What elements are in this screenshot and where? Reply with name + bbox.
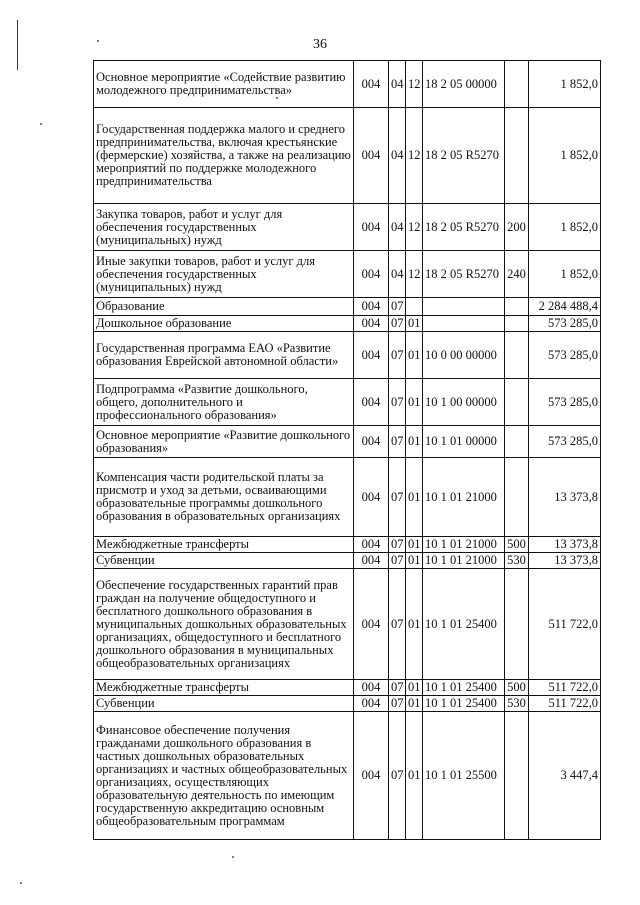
- row-target-article: 10 1 01 25400: [423, 569, 505, 680]
- row-ministry-code: 004: [354, 61, 389, 108]
- row-amount: 511 722,0: [529, 569, 601, 680]
- row-subsection: 01: [406, 332, 423, 379]
- row-name: Подпрограмма «Развитие дошкольного, общего, дополнительного и профессионального образования»: [94, 379, 354, 426]
- row-subsection: [406, 298, 423, 316]
- row-subsection: 12: [406, 251, 423, 298]
- row-target-article: 10 1 01 25500: [423, 712, 505, 840]
- row-name: Основное мероприятие «Развитие дошкольного образования»: [94, 426, 354, 458]
- row-target-article: 10 1 01 21000: [423, 537, 505, 553]
- table-row: [94, 251, 601, 298]
- row-expense-type: 530: [505, 696, 529, 712]
- table-row: [94, 680, 601, 696]
- table-row: [94, 426, 601, 458]
- budget-table: [93, 60, 601, 840]
- row-target-article: 10 1 01 25400: [423, 696, 505, 712]
- row-expense-type: [505, 426, 529, 458]
- row-target-article: 10 1 01 21000: [423, 553, 505, 569]
- row-section: 07: [389, 537, 406, 553]
- row-section: 04: [389, 61, 406, 108]
- row-target-article: [423, 316, 505, 332]
- row-section: 07: [389, 332, 406, 379]
- row-subsection: 01: [406, 696, 423, 712]
- table-row: [94, 537, 601, 553]
- row-amount: 573 285,0: [529, 379, 601, 426]
- row-name: Основное мероприятие «Содействие развитию молодежного предпринимательства»: [94, 61, 354, 108]
- row-amount: 13 373,8: [529, 537, 601, 553]
- row-expense-type: [505, 332, 529, 379]
- row-name: Образование: [94, 298, 354, 316]
- page-number: 36: [313, 37, 327, 52]
- row-amount: 1 852,0: [529, 108, 601, 204]
- row-amount: 511 722,0: [529, 680, 601, 696]
- row-section: 07: [389, 426, 406, 458]
- row-amount: 573 285,0: [529, 316, 601, 332]
- row-amount: 2 284 488,4: [529, 298, 601, 316]
- row-name: Субвенции: [94, 696, 354, 712]
- table-row: [94, 379, 601, 426]
- row-name: Субвенции: [94, 553, 354, 569]
- row-name: Финансовое обеспечение получения гражданами дошкольного образования в частных дошкольных образовательных организациях и частных общеобразовательных организациях, осуществляющих образовательную деятельность по имеющим государственную аккредитацию основным общеобразовательным программам: [94, 712, 354, 840]
- row-target-article: 10 1 00 00000: [423, 379, 505, 426]
- table-row: [94, 696, 601, 712]
- scan-speck: [232, 856, 234, 858]
- row-target-article: 18 2 05 R5270: [423, 204, 505, 251]
- table-row: [94, 204, 601, 251]
- row-ministry-code: 004: [354, 537, 389, 553]
- row-subsection: 01: [406, 569, 423, 680]
- row-amount: 573 285,0: [529, 426, 601, 458]
- row-expense-type: 500: [505, 537, 529, 553]
- row-ministry-code: 004: [354, 569, 389, 680]
- row-expense-type: 530: [505, 553, 529, 569]
- table-row: [94, 553, 601, 569]
- row-section: 07: [389, 680, 406, 696]
- row-subsection: 12: [406, 108, 423, 204]
- row-subsection: 12: [406, 204, 423, 251]
- table-row: [94, 108, 601, 204]
- row-expense-type: 240: [505, 251, 529, 298]
- row-target-article: 18 2 05 R5270: [423, 108, 505, 204]
- table-row: [94, 61, 601, 108]
- row-subsection: 01: [406, 458, 423, 537]
- table-row: [94, 458, 601, 537]
- row-name: Государственная программа ЕАО «Развитие образования Еврейской автономной области»: [94, 332, 354, 379]
- row-target-article: 10 0 00 00000: [423, 332, 505, 379]
- row-amount: 1 852,0: [529, 204, 601, 251]
- table-row: [94, 569, 601, 680]
- row-section: 07: [389, 569, 406, 680]
- row-section: 04: [389, 108, 406, 204]
- row-section: 07: [389, 379, 406, 426]
- row-amount: 1 852,0: [529, 61, 601, 108]
- scan-speck: [20, 882, 22, 884]
- row-subsection: 01: [406, 712, 423, 840]
- row-ministry-code: 004: [354, 332, 389, 379]
- row-expense-type: [505, 712, 529, 840]
- row-name: Межбюджетные трансферты: [94, 537, 354, 553]
- row-ministry-code: 004: [354, 204, 389, 251]
- row-ministry-code: 004: [354, 712, 389, 840]
- row-section: 07: [389, 553, 406, 569]
- row-amount: 511 722,0: [529, 696, 601, 712]
- row-expense-type: [505, 298, 529, 316]
- row-section: 07: [389, 712, 406, 840]
- row-section: 07: [389, 298, 406, 316]
- row-target-article: 10 1 01 21000: [423, 458, 505, 537]
- row-ministry-code: 004: [354, 316, 389, 332]
- row-expense-type: [505, 316, 529, 332]
- row-subsection: 01: [406, 426, 423, 458]
- row-amount: 3 447,4: [529, 712, 601, 840]
- row-section: 04: [389, 251, 406, 298]
- row-expense-type: [505, 108, 529, 204]
- row-name: Государственная поддержка малого и среднего предпринимательства, включая крестьянские (фермерские) хозяйства, а также на реализацию мероприятий по поддержке молодежного предпринимательства: [94, 108, 354, 204]
- row-amount: 13 373,8: [529, 553, 601, 569]
- row-section: 04: [389, 204, 406, 251]
- row-ministry-code: 004: [354, 108, 389, 204]
- row-target-article: 18 2 05 R5270: [423, 251, 505, 298]
- row-subsection: 01: [406, 379, 423, 426]
- row-expense-type: 200: [505, 204, 529, 251]
- row-name: Межбюджетные трансферты: [94, 680, 354, 696]
- scan-speck: [40, 123, 42, 125]
- row-amount: 1 852,0: [529, 251, 601, 298]
- row-expense-type: [505, 569, 529, 680]
- row-ministry-code: 004: [354, 458, 389, 537]
- row-ministry-code: 004: [354, 680, 389, 696]
- row-subsection: 01: [406, 553, 423, 569]
- row-target-article: 10 1 01 25400: [423, 680, 505, 696]
- row-subsection: 01: [406, 680, 423, 696]
- row-ministry-code: 004: [354, 379, 389, 426]
- row-name: Иные закупки товаров, работ и услуг для обеспечения государственных (муниципальных) нужд: [94, 251, 354, 298]
- row-subsection: 12: [406, 61, 423, 108]
- row-amount: 573 285,0: [529, 332, 601, 379]
- row-section: 07: [389, 316, 406, 332]
- row-name: Компенсация части родительской платы за присмотр и уход за детьми, осваивающими образовательные программы дошкольного образования в образовательных организациях: [94, 458, 354, 537]
- row-name: Обеспечение государственных гарантий прав граждан на получение общедоступного и бесплатного дошкольного образования в муниципальных дошкольных образовательных организациях, общедоступного и бесплатного дошкольного образования в муниципальных общеобразовательных организациях: [94, 569, 354, 680]
- row-subsection: 01: [406, 316, 423, 332]
- row-target-article: [423, 298, 505, 316]
- row-section: 07: [389, 696, 406, 712]
- row-ministry-code: 004: [354, 426, 389, 458]
- row-name: Закупка товаров, работ и услуг для обеспечения государственных (муниципальных) нужд: [94, 204, 354, 251]
- table-row: [94, 332, 601, 379]
- row-amount: 13 373,8: [529, 458, 601, 537]
- row-target-article: 10 1 01 00000: [423, 426, 505, 458]
- table-row: [94, 712, 601, 840]
- table-row: [94, 316, 601, 332]
- row-expense-type: [505, 379, 529, 426]
- table-row: [94, 298, 601, 316]
- row-expense-type: [505, 61, 529, 108]
- row-name: Дошкольное образование: [94, 316, 354, 332]
- row-target-article: 18 2 05 00000: [423, 61, 505, 108]
- row-ministry-code: 004: [354, 696, 389, 712]
- row-ministry-code: 004: [354, 553, 389, 569]
- row-ministry-code: 004: [354, 251, 389, 298]
- row-expense-type: 500: [505, 680, 529, 696]
- row-expense-type: [505, 458, 529, 537]
- row-subsection: 01: [406, 537, 423, 553]
- row-section: 07: [389, 458, 406, 537]
- row-ministry-code: 004: [354, 298, 389, 316]
